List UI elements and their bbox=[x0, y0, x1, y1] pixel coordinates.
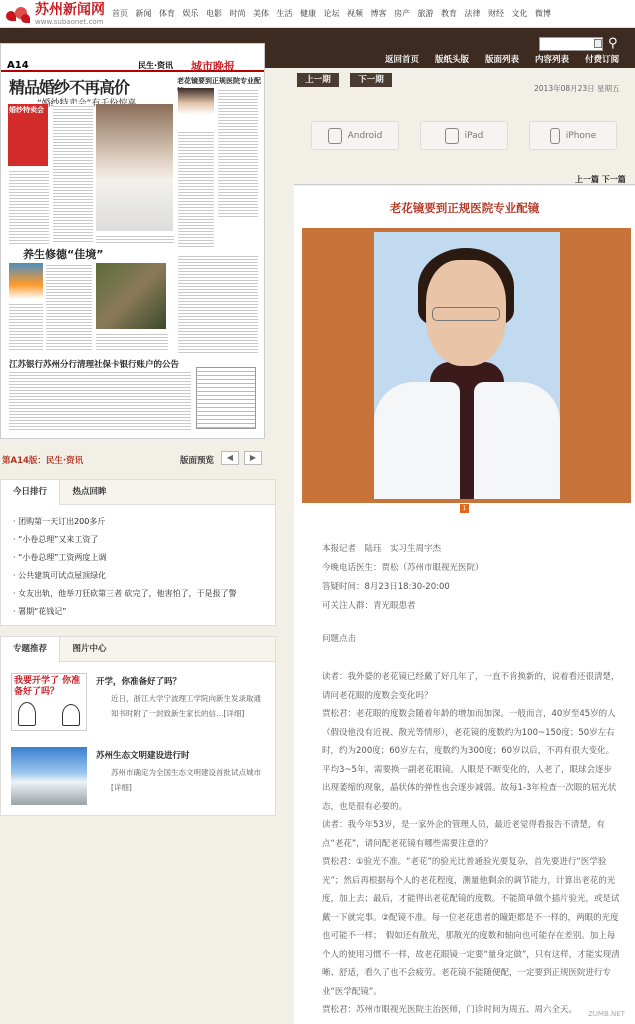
top-bar bbox=[0, 0, 635, 28]
nav-item[interactable]: 房产 bbox=[394, 9, 410, 18]
nav-item[interactable]: 财经 bbox=[488, 9, 504, 18]
article-prev-next[interactable]: 上一篇 下一篇 bbox=[575, 175, 626, 184]
site-url: www.subaonet.com bbox=[35, 18, 104, 26]
page-preview-label: 版面预览 bbox=[180, 456, 215, 466]
nav-item[interactable]: 法律 bbox=[464, 9, 481, 18]
paper-table bbox=[196, 367, 256, 429]
article-paragraph: 贾松君：老花眼的度数会随着年龄的增加而加深。一般而言，40岁至45岁的人（假设他没有近视、散光等情形），老花镜的度数约为100~150度；50岁左右时，约为200度；60岁左右，度数约为300度；60岁以后，不再有很大变化。平均3~5年，需要换一副老花眼镜。人眼是不断变化的，人老了，眼球会逐步出现萎缩的现象，晶状体的弹性也会逐步减弱。故每1-3年检查一次眼的屈光状态，也是很有必要的。 bbox=[322, 709, 617, 812]
android-button[interactable]: Android bbox=[311, 121, 399, 150]
article-paragraph: 贾松君：①验光不准。“老花”的验光比普通验光要复杂，首先要进行“医学验光”；然后再根据每个人的老花程度，测量他剩余的调节能力，计算出老花的光度，加上去；最后，才能得出老花配镜的度数。不能简单做个插片验光，或是试戴一下就完事。②配镜不准。每一位老花患者的瞳距都是不一样的，两眼的光度也可能不一样； 假如还有散光，那散光的度数和轴向也可能存在差别。加上每个人的使用习惯不一样，故老花眼镜一定要“量身定做”，只有这样，才能实现清晰、舒适，看久了也不会疲劳。老花镜不能随便配，一定要到正规医院进行专业“医学配镜”。 bbox=[322, 857, 620, 997]
newspaper-page-image[interactable] bbox=[0, 43, 265, 439]
nav-item[interactable]: 首页 bbox=[112, 9, 128, 18]
page-preview-bar bbox=[0, 449, 265, 469]
nav-item[interactable]: 教育 bbox=[441, 9, 457, 18]
ranking-item[interactable]: · 团购第一天订出200多斤 bbox=[13, 517, 106, 526]
tab-hot-review[interactable]: 热点回眸 bbox=[72, 487, 107, 497]
prev-issue-button[interactable]: 上一期 bbox=[297, 73, 339, 87]
ipad-button[interactable]: iPad bbox=[420, 121, 508, 150]
article-photo-frame bbox=[302, 228, 631, 503]
page-prev-button[interactable]: ◀ bbox=[221, 451, 239, 465]
nav-item[interactable]: 娱乐 bbox=[182, 9, 199, 18]
search-icon[interactable]: ⚲ bbox=[608, 36, 618, 51]
iphone-icon bbox=[550, 128, 560, 144]
next-issue-button[interactable]: 下一期 bbox=[350, 73, 392, 87]
nav-page-list[interactable]: 版面列表 bbox=[485, 55, 520, 65]
article-paragraph: 贾松君：苏州市眼视光医院主治医师，门诊时间为周五、周六全天。 bbox=[322, 1005, 578, 1015]
paper-headline: 精品婚纱不再高价 bbox=[9, 78, 130, 97]
article-audience: 可关注人群：青光眼患者 bbox=[322, 601, 416, 611]
topic-image-back-to-school[interactable]: 我要开学了 你准备好了吗？ bbox=[11, 673, 87, 731]
topic-title[interactable]: 开学，你准备好了吗？ bbox=[96, 677, 182, 687]
nav-item[interactable]: 生活 bbox=[276, 9, 293, 18]
article bbox=[294, 186, 635, 1024]
page-next-button[interactable]: ▶ bbox=[244, 451, 262, 465]
nav-item[interactable]: 体育 bbox=[159, 9, 175, 18]
nav-item[interactable]: 美体 bbox=[253, 9, 269, 18]
nav-content-list[interactable]: 内容列表 bbox=[535, 55, 570, 65]
site-name: 苏州新闻网 bbox=[35, 2, 105, 18]
topic-summary: 近日，浙江大学宁波理工学院向新生发录取通知书时附了一封致新生家长的信…[详细] bbox=[111, 694, 261, 718]
article-meta bbox=[322, 540, 484, 616]
tab-featured-topics[interactable]: 专题推荐 bbox=[1, 637, 60, 662]
edition-nav bbox=[385, 53, 619, 65]
tab-photo-center[interactable]: 图片中心 bbox=[72, 644, 107, 654]
article-title: 老花镜要到正规医院专业配镜 bbox=[389, 201, 540, 215]
topic-summary: 苏州市确定为全国生态文明建设首批试点城市[详细] bbox=[111, 768, 261, 792]
iphone-button[interactable]: iPhone bbox=[529, 121, 617, 150]
topic-item bbox=[11, 673, 271, 735]
doctor-photo bbox=[374, 232, 560, 499]
top-nav bbox=[112, 8, 551, 19]
paper-section: 民生·资讯 bbox=[138, 61, 174, 70]
nav-item[interactable]: 健康 bbox=[300, 9, 316, 18]
paper-photo-bride bbox=[96, 104, 173, 231]
article-reporter: 本报记者 陆珏 实习生周宇杰 bbox=[322, 544, 442, 554]
topics-panel bbox=[0, 636, 276, 816]
paper-photo-poster bbox=[9, 263, 43, 299]
nav-item[interactable]: 论坛 bbox=[323, 9, 340, 18]
article-paragraph: 读者：我外婆的老花镜已经戴了好几年了，一直不肯换新的，说着看还很清楚，请问老花眼的度数会变化吗？ bbox=[322, 672, 620, 701]
topic-title[interactable]: 苏州生态文明建设进行时 bbox=[96, 751, 190, 761]
topic-image-ecology[interactable] bbox=[11, 747, 87, 805]
tab-today-ranking[interactable]: 今日排行 bbox=[1, 480, 60, 505]
paper-photo-doctor bbox=[178, 88, 214, 126]
android-icon bbox=[328, 128, 342, 144]
nav-item[interactable]: 微博 bbox=[535, 9, 551, 18]
paper-side-title: 老花镜要到正规医院专业配 bbox=[177, 77, 261, 85]
logo-icon bbox=[4, 5, 32, 25]
ranking-panel bbox=[0, 479, 276, 626]
article-time: 答疑时间：8月23日18:30-20:00 bbox=[322, 582, 450, 592]
search-dropdown-button[interactable] bbox=[594, 39, 602, 48]
ranking-item[interactable]: · 女友出轨，他举刀狂砍第三者 砍完了，他害怕了，于是报了警 bbox=[13, 589, 237, 598]
paper-brand: 城市晚报 bbox=[191, 60, 235, 73]
nav-subscribe[interactable]: 付费订阅 bbox=[585, 55, 620, 65]
nav-item[interactable]: 旅游 bbox=[417, 9, 434, 18]
nav-item[interactable]: 博客 bbox=[370, 9, 387, 18]
ranking-item[interactable]: · “小卷总理”工资两度上调 bbox=[13, 553, 107, 562]
article-section-heading: 问题点击 bbox=[322, 634, 357, 644]
article-doctor: 今晚电话医生：贾松（苏州市眼视光医院） bbox=[322, 563, 484, 573]
nav-home[interactable]: 返回首页 bbox=[385, 55, 420, 65]
ipad-icon bbox=[445, 128, 459, 144]
paper-page-number: A14 bbox=[7, 60, 29, 71]
paper-health-title: 养生修德“佳境” bbox=[23, 248, 104, 261]
site-logo[interactable] bbox=[4, 3, 105, 26]
nav-front-page[interactable]: 版纸头版 bbox=[435, 55, 470, 65]
nav-item[interactable]: 电影 bbox=[206, 9, 222, 18]
article-paragraph: 读者：我今年53岁，是一家外企的管理人员，最近老觉得看报告不清楚，有点“老花”，请问配老花镜有哪些需要注意的？ bbox=[322, 820, 605, 849]
photo-pager[interactable]: 1 bbox=[460, 504, 469, 513]
ranking-item[interactable]: · 公共建筑可试点屋顶绿化 bbox=[13, 571, 107, 580]
nav-item[interactable]: 文化 bbox=[511, 9, 528, 18]
paper-bank-notice: 江苏银行苏州分行清理社保卡银行账户的公告 bbox=[9, 360, 180, 370]
nav-item[interactable]: 视频 bbox=[347, 9, 363, 18]
nav-item[interactable]: 新闻 bbox=[135, 9, 152, 18]
ranking-item[interactable]: · “小卷总理”又来工资了 bbox=[13, 535, 99, 544]
ranking-item[interactable]: · 署期“花钱记” bbox=[13, 607, 67, 616]
issue-date: 2013年08月23日 星期五 bbox=[534, 84, 620, 93]
nav-item[interactable]: 时尚 bbox=[229, 9, 246, 18]
paper-photo-rock bbox=[96, 263, 166, 329]
page-title[interactable]: 第A14版：民生·资讯 bbox=[2, 456, 84, 466]
paper-ad: 婚纱特卖会 bbox=[8, 104, 48, 166]
watermark: ZUMB.NET bbox=[588, 1010, 625, 1018]
topic-item bbox=[11, 747, 271, 809]
